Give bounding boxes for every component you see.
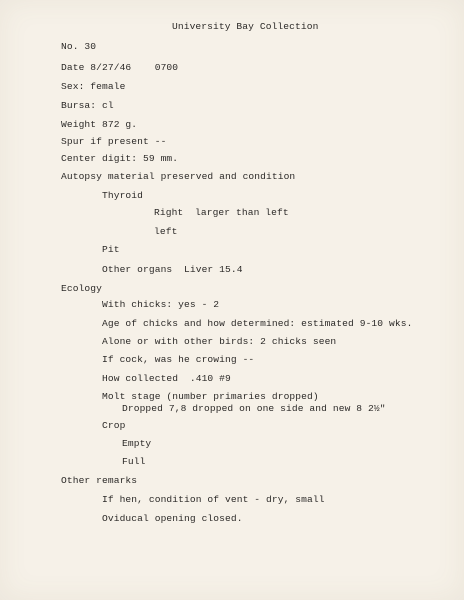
other-organs-field: Other organs Liver 15.4 <box>102 264 243 275</box>
age-chicks-field: Age of chicks and how determined: estimated 9-10 wks. <box>102 318 413 329</box>
document-title: University Bay Collection <box>172 21 319 32</box>
remarks-heading: Other remarks <box>61 475 138 486</box>
molt-detail-field: Dropped 7,8 dropped on one side and new 8 2½" <box>122 403 386 414</box>
pit-label: Pit <box>102 244 120 255</box>
collected-field: How collected .410 #9 <box>102 373 231 384</box>
autopsy-heading: Autopsy material preserved and condition <box>61 171 296 182</box>
weight-field: Weight 872 g. <box>61 119 138 130</box>
ecology-heading: Ecology <box>61 283 103 294</box>
spur-field: Spur if present -- <box>61 136 167 147</box>
sex-field: Sex: female <box>61 81 126 92</box>
bursa-field: Bursa: cl <box>61 100 114 111</box>
thyroid-right: Right larger than left <box>154 207 289 218</box>
with-chicks-field: With chicks: yes - 2 <box>102 299 220 310</box>
crop-label: Crop <box>102 420 126 431</box>
crop-full: Full <box>122 456 146 467</box>
crop-empty: Empty <box>122 438 152 449</box>
hen-condition-field: If hen, condition of vent - dry, small <box>102 494 325 505</box>
molt-stage-field: Molt stage (number primaries dropped) <box>102 391 319 402</box>
date-field: Date 8/27/46 0700 <box>61 62 179 73</box>
thyroid-label: Thyroid <box>102 190 144 201</box>
thyroid-left: left <box>154 226 178 237</box>
alone-field: Alone or with other birds: 2 chicks seen <box>102 336 337 347</box>
oviducal-field: Oviducal opening closed. <box>102 513 243 524</box>
cock-field: If cock, was he crowing -- <box>102 354 255 365</box>
record-number: No. 30 <box>61 41 97 52</box>
center-digit-field: Center digit: 59 mm. <box>61 153 179 164</box>
